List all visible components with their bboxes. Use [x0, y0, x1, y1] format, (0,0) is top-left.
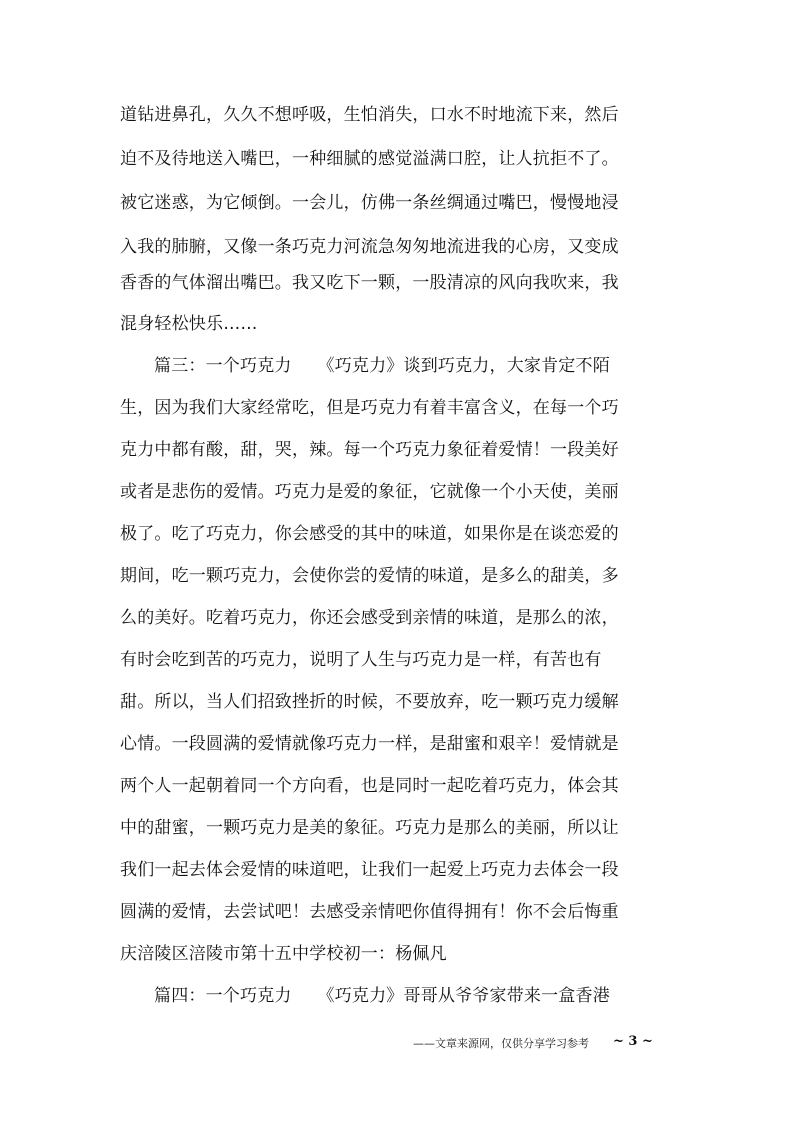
body-text-line: 中的甜蜜，一颗巧克力是美的象征。巧克力是那么的美丽，所以让 — [120, 818, 619, 838]
body-text-line: 迫不及待地送入嘴巴，一种细腻的感觉溢满口腔，让人抗拒不了。 — [120, 149, 619, 169]
body-text-line: 混身轻松快乐…… — [120, 314, 258, 334]
body-text-line: 么的美好。吃着巧克力，你还会感受到亲情的味道，是那么的浓， — [120, 608, 619, 628]
body-text-line: 或者是悲伤的爱情。巧克力是爱的象征，它就像一个小天使，美丽 — [120, 482, 619, 502]
page-number: ~ 3 ~ — [613, 1034, 653, 1049]
body-text-line: 甜。所以，当人们招致挫折的时候，不要放弃，吃一颗巧克力缓解 — [120, 692, 619, 712]
section-heading-line: 篇四：一个巧克力 《巧克力》哥哥从爷爷家带来一盒香港 — [154, 986, 610, 1006]
body-text-line: 心情。一段圆满的爱情就像巧克力一样，是甜蜜和艰辛！爱情就是 — [120, 734, 619, 754]
body-text-line: 克力中都有酸，甜，哭，辣。每一个巧克力象征着爱情！一段美好 — [120, 440, 619, 460]
section-heading-line: 篇三：一个巧克力 《巧克力》谈到巧克力，大家肯定不陌 — [154, 356, 610, 376]
body-text-line: 入我的肺腑，又像一条巧克力河流急匆匆地流进我的心房，又变成 — [120, 237, 619, 257]
body-text-line: 两个人一起朝着同一个方向看，也是同时一起吃着巧克力，体会其 — [120, 776, 619, 796]
body-text-line: 圆满的爱情，去尝试吧！去感受亲情吧你值得拥有！你不会后悔重 — [120, 902, 619, 922]
footer-source-text: ——文章来源网，仅供分享学习参考 — [413, 1037, 589, 1050]
body-text-line: 庆涪陵区涪陵市第十五中学校初一：杨佩凡 — [120, 944, 447, 964]
body-text-line: 香香的气体溜出嘴巴。我又吃下一颗，一股清凉的风向我吹来，我 — [120, 273, 619, 293]
body-text-line: 有时会吃到苦的巧克力，说明了人生与巧克力是一样，有苦也有 — [120, 650, 602, 670]
body-text-line: 道钻进鼻孔，久久不想呼吸，生怕消失，口水不时地流下来，然后 — [120, 105, 619, 125]
body-text-line: 期间，吃一颗巧克力，会使你尝的爱情的味道，是多么的甜美，多 — [120, 566, 619, 586]
body-text-line: 极了。吃了巧克力，你会感受的其中的味道，如果你是在谈恋爱的 — [120, 524, 619, 544]
body-text-line: 被它迷惑，为它倾倒。一会儿，仿佛一条丝绸通过嘴巴，慢慢地浸 — [120, 193, 619, 213]
body-text-line: 我们一起去体会爱情的味道吧，让我们一起爱上巧克力去体会一段 — [120, 860, 619, 880]
body-text-line: 生，因为我们大家经常吃，但是巧克力有着丰富含义，在每一个巧 — [120, 398, 619, 418]
